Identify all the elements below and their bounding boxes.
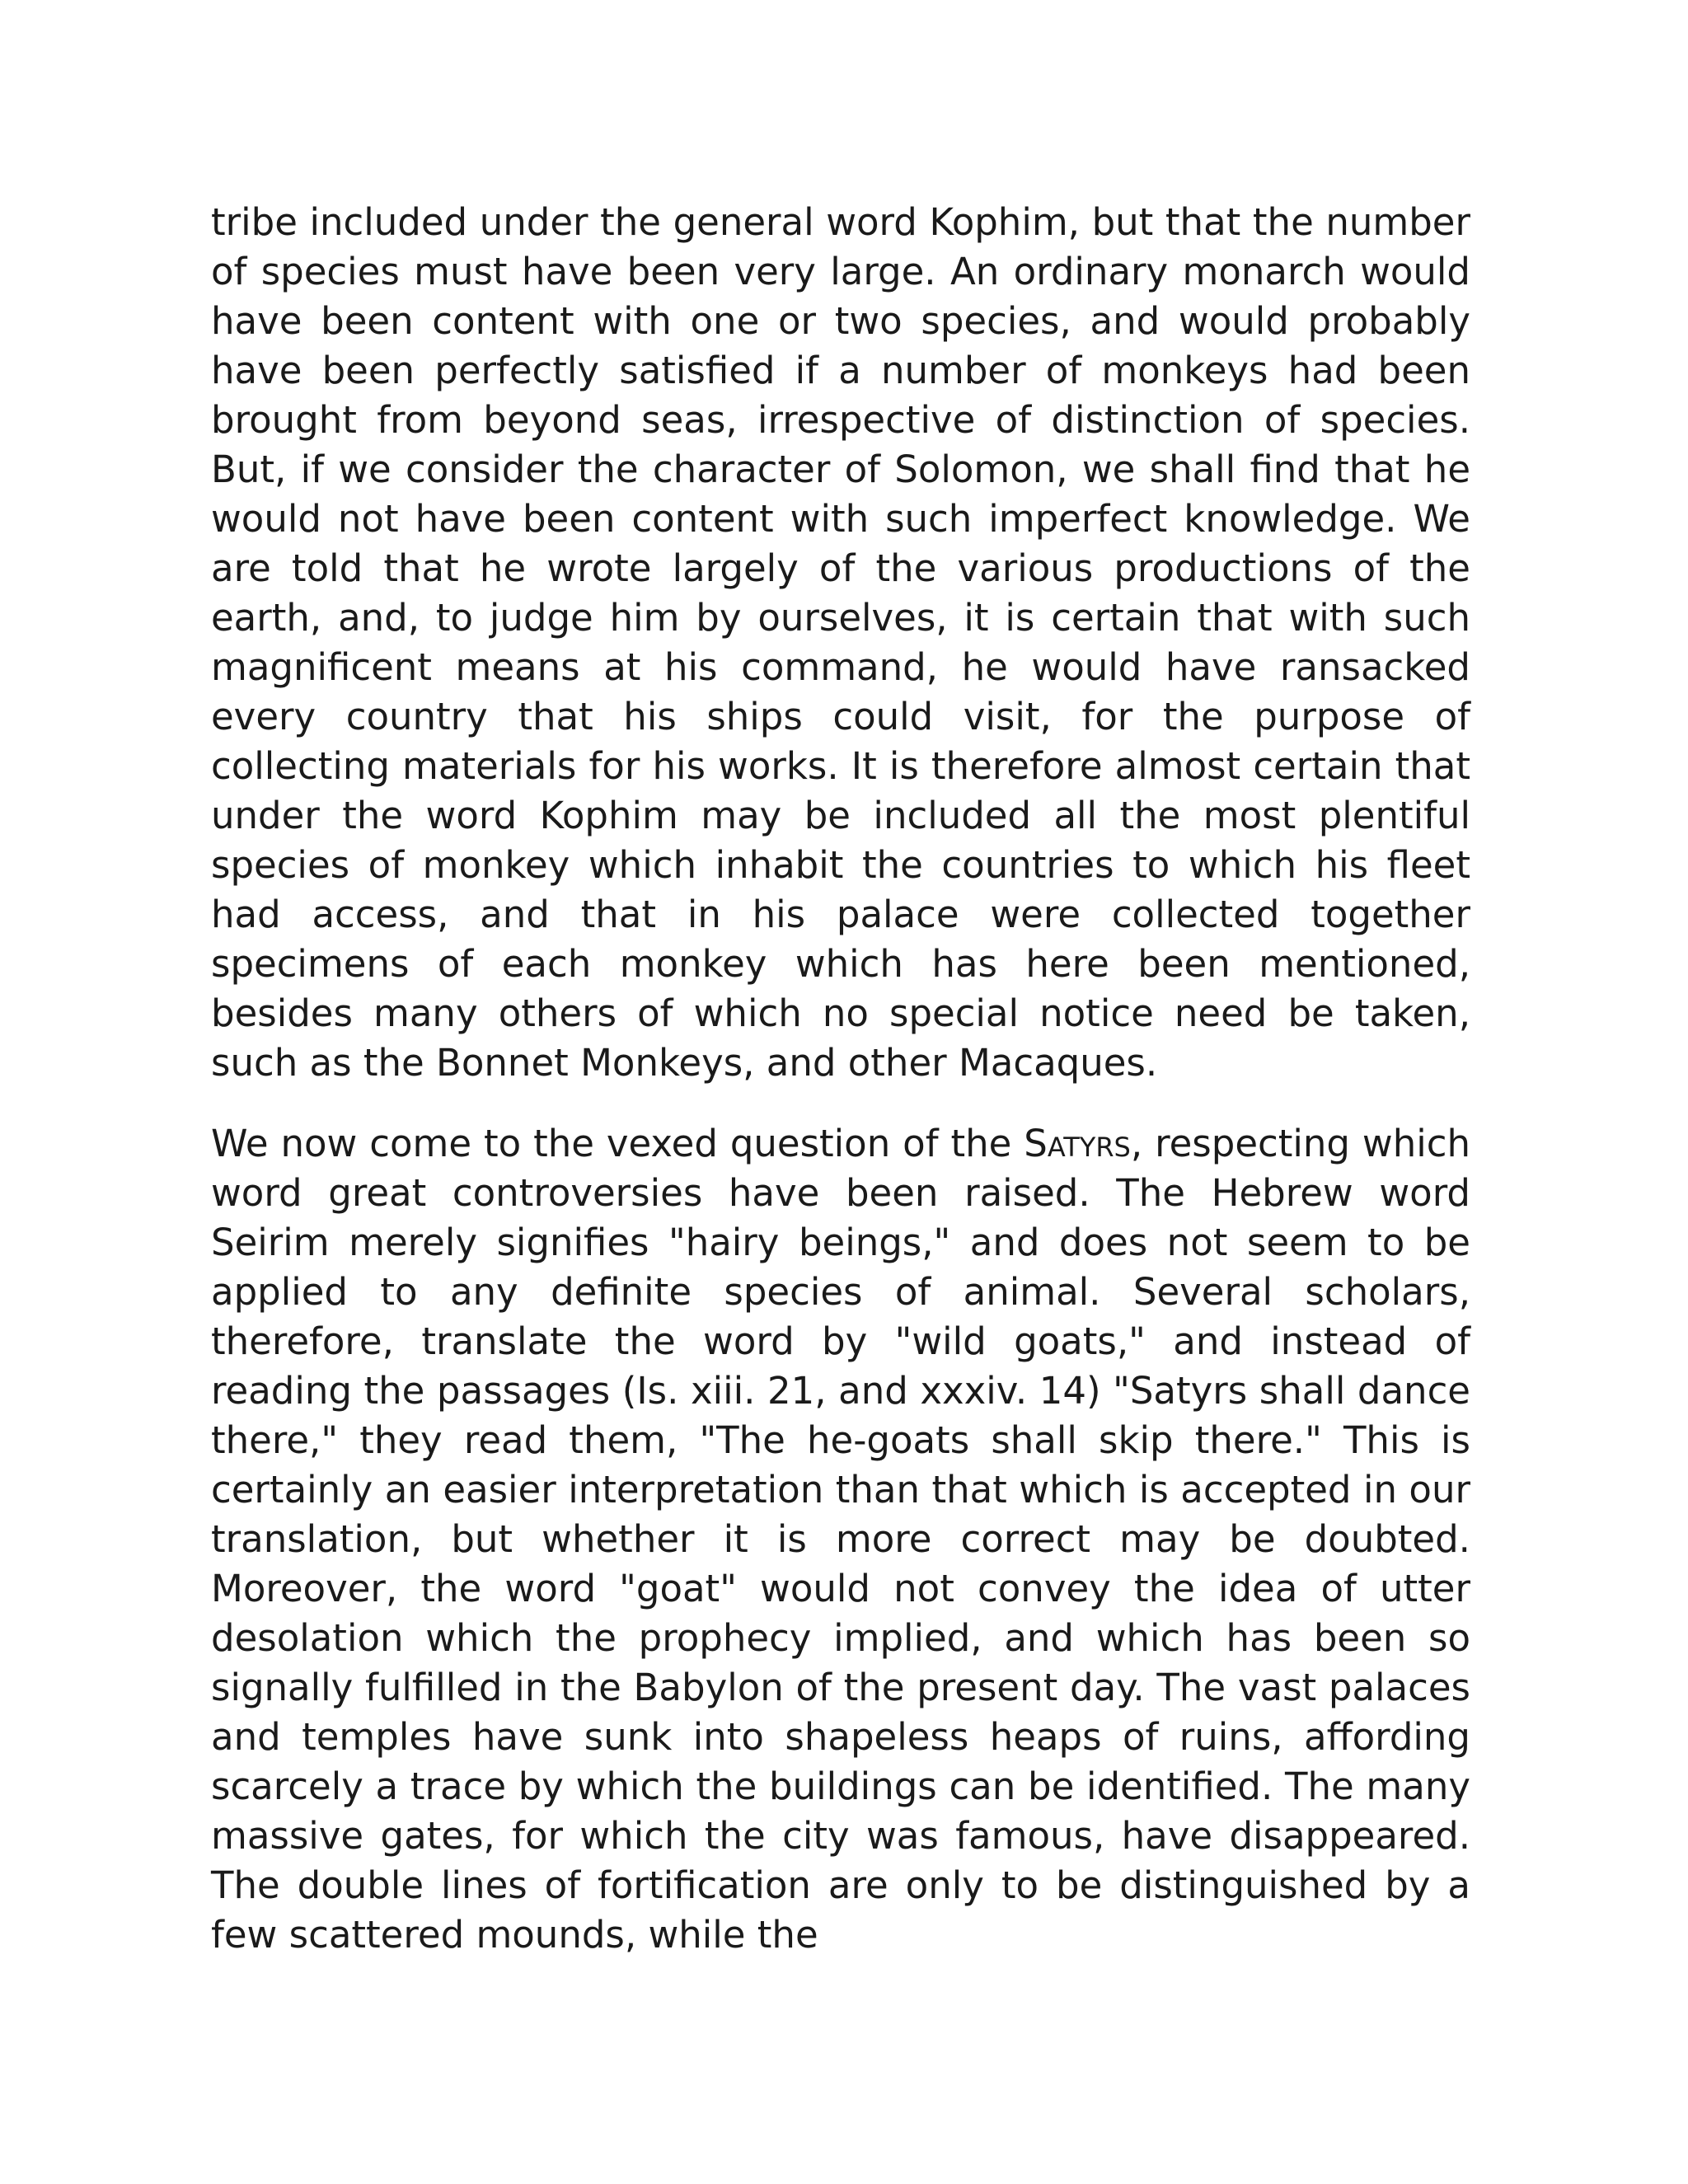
paragraph-satyrs-body: , respecting which word great controversies have been raised. The Hebrew word Seirim merely signifies "hairy beings," and does not seem to be applied to any definite species of animal. Several scholars, therefore, translate the word by "wild goats," and instead of reading the passages (Is. xiii. 21, and xxxiv. 14) "Satyrs shall dance there," they read them, "The he-goats shall skip there." This is certainly an easier interpretation than that which is accepted in our translation, but whether it is more correct may be doubted. Moreover, the word "goat" would not convey the idea of utter desolation which the prophecy implied, and which has been so signally fulfilled in the Babylon of the present day. The vast palaces and temples have sunk into shapeless heaps of ruins, affording scarcely a trace by which the buildings can be identified. The many massive gates, for which the city was famous, have disappeared. The double lines of fortification are only to be distinguished by a few scattered mounds, while the [211,1122,1470,1957]
body-text [211,198,1470,1991]
satyrs-term: Satyrs [1024,1122,1131,1165]
paragraph-kophim: tribe included under the general word Kophim, but that the number of species must have been very large. An ordinary monarch would have been content with one or two species, and would probably have been perfectly satisfied if a number of monkeys had been brought from beyond seas, irrespective of distinction of species. But, if we consider the character of Solomon, we shall find that he would not have been content with such imperfect knowledge. We are told that he wrote largely of the various productions of the earth, and, to judge him by ourselves, it is certain that with such magnificent means at his command, he would have ransacked every country that his ships could visit, for the purpose of collecting materials for his works. It is therefore almost certain that under the word Kophim may be included all the most plentiful species of monkey which inhabit the countries to which his fleet had access, and that in his palace were collected together specimens of each monkey which has here been mentioned, besides many others of which no special notice need be taken, such as the Bonnet Monkeys, and other Macaques. [211,200,1470,1085]
paragraph-satyrs [211,1119,1470,1960]
paragraph-satyrs-intro: We now come to the vexed question of the [211,1122,1025,1165]
